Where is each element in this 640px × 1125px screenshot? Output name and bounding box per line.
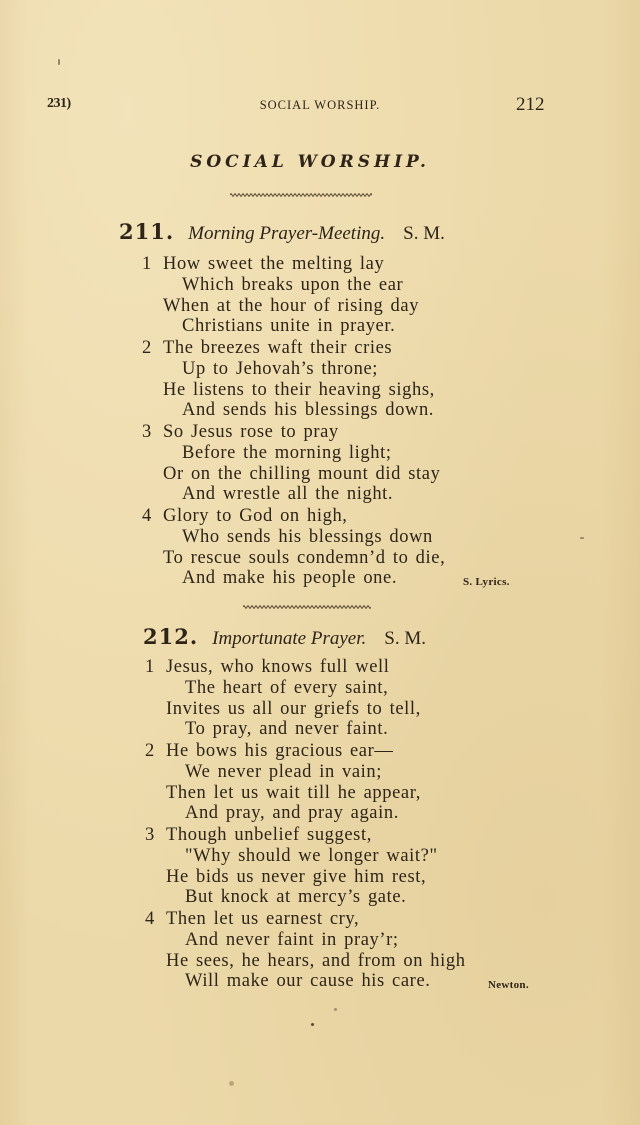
- hymn-title: Morning Prayer-Meeting.: [188, 223, 386, 244]
- paper-speck: [311, 1023, 314, 1026]
- verse-line: 4 Glory to God on high,: [142, 506, 348, 526]
- hymn-211-verse-3: [142, 422, 440, 505]
- verse-line: He listens to their heaving sighs,: [163, 379, 435, 400]
- hymn-number: 211.: [119, 219, 175, 244]
- verse-line: Up to Jehovah’s throne;: [182, 358, 379, 379]
- verse-line: Or on the chilling mount did stay: [163, 463, 441, 484]
- ornamental-rule-middle: [243, 604, 371, 610]
- verse-line: And wrestle all the night.: [182, 484, 394, 505]
- verse-line: The heart of every saint,: [185, 677, 389, 698]
- hymn-212-attribution: Newton.: [488, 979, 529, 991]
- page-number: 212: [516, 94, 545, 115]
- verse-line: 3 Though unbelief suggest,: [145, 825, 372, 845]
- hymn-212-verse-2: [145, 741, 421, 824]
- verse-number: 4: [142, 506, 152, 526]
- running-header: [0, 94, 640, 116]
- verse-line: 1 How sweet the melting lay: [142, 254, 385, 274]
- verse-line: 2 The breezes waft their cries: [142, 338, 393, 358]
- verse-number: 2: [142, 338, 152, 358]
- verse-line: Christians unite in prayer.: [182, 316, 396, 337]
- hymn-212-verse-3: [145, 825, 438, 908]
- verse-line: Then let us wait till he appear,: [166, 782, 421, 803]
- ornamental-rule-top: [230, 192, 372, 198]
- verse-line: But knock at mercy’s gate.: [185, 887, 407, 908]
- verse-number: 3: [142, 422, 152, 442]
- section-title: SOCIAL WORSHIP.: [190, 152, 430, 172]
- verse-line: Will make our cause his care.: [185, 971, 431, 992]
- wavy-rule-icon: [243, 604, 371, 610]
- left-page-reference: 231): [47, 96, 71, 111]
- verse-number: 1: [142, 254, 152, 274]
- hymn-heading-212: [143, 624, 426, 650]
- hymn-number: 212.: [143, 624, 199, 649]
- verse-line: He bids us never give him rest,: [166, 866, 427, 887]
- verse-line: And pray, and pray again.: [185, 803, 399, 824]
- hymn-212-verse-4: [145, 909, 466, 992]
- verse-number: 4: [145, 909, 155, 929]
- verse-line: Before the morning light;: [182, 442, 392, 463]
- hymn-heading-211: [119, 219, 445, 245]
- verse-line: When at the hour of rising day: [163, 295, 420, 316]
- wavy-rule-icon: [230, 192, 372, 198]
- verse-line: To pray, and never faint.: [185, 719, 389, 740]
- verse-line: 2 He bows his gracious ear—: [145, 741, 394, 761]
- hymn-211-verse-2: [142, 338, 435, 421]
- hymn-211-verse-4: [142, 506, 445, 589]
- verse-line: And sends his blessings down.: [182, 400, 435, 421]
- paper-speck: [334, 1008, 337, 1011]
- verse-line: 1 Jesus, who knows full well: [145, 657, 390, 677]
- paper-speck: [58, 59, 60, 65]
- verse-number: 2: [145, 741, 155, 761]
- verse-line: "Why should we longer wait?": [185, 845, 438, 866]
- verse-line: 3 So Jesus rose to pray: [142, 422, 339, 442]
- verse-line: He sees, he hears, and from on high: [166, 950, 466, 971]
- hymn-211-attribution: S. Lyrics.: [463, 576, 510, 588]
- verse-number: 3: [145, 825, 155, 845]
- verse-line: Who sends his blessings down: [182, 526, 433, 547]
- verse-line: Invites us all our griefs to tell,: [166, 698, 421, 719]
- verse-number: 1: [145, 657, 155, 677]
- verse-line: And make his people one.: [182, 568, 398, 589]
- hymn-title: Importunate Prayer.: [212, 628, 367, 649]
- hymn-meter: S. M.: [403, 223, 445, 244]
- paper-speck: [229, 1081, 234, 1086]
- verse-line: 4 Then let us earnest cry,: [145, 909, 360, 929]
- verse-line: We never plead in vain;: [185, 761, 383, 782]
- verse-line: Which breaks upon the ear: [182, 274, 404, 295]
- paper-speck: [580, 537, 584, 539]
- verse-line: And never faint in pray’r;: [185, 929, 399, 950]
- hymn-212-verse-1: [145, 657, 421, 740]
- hymn-211-verse-1: [142, 254, 419, 337]
- running-section-title: SOCIAL WORSHIP.: [259, 98, 381, 112]
- verse-line: To rescue souls condemn’d to die,: [163, 547, 446, 568]
- hymn-meter: S. M.: [384, 628, 426, 649]
